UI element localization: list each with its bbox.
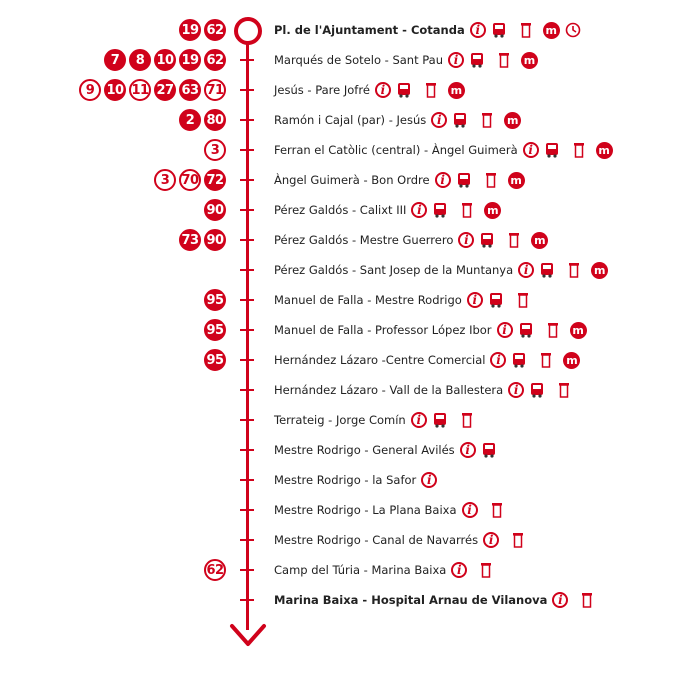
info-icon[interactable]: i	[411, 202, 427, 218]
route-stop	[0, 227, 685, 253]
stop-name[interactable]: Mestre Rodrigo - General Avilés	[274, 443, 455, 457]
line-badge-62[interactable]: 62	[204, 49, 226, 71]
stop-tick	[240, 149, 254, 151]
stop-label-group	[274, 377, 570, 403]
route-stop	[0, 317, 685, 343]
bus-icon	[488, 292, 504, 308]
stop-name[interactable]: Mestre Rodrigo - La Plana Baixa	[274, 503, 457, 517]
stop-lines	[204, 137, 226, 163]
info-icon[interactable]: i	[458, 232, 474, 248]
line-badge-27[interactable]: 27	[154, 79, 176, 101]
route-stop	[0, 47, 685, 73]
metro-icon: m	[521, 52, 538, 69]
route-stop	[0, 527, 685, 553]
kiosk-icon	[512, 532, 524, 548]
bus-icon	[491, 22, 507, 38]
info-icon[interactable]: i	[421, 472, 437, 488]
bus-icon	[511, 352, 527, 368]
stop-tick	[240, 89, 254, 91]
metro-icon: m	[448, 82, 465, 99]
bus-icon	[518, 322, 534, 338]
kiosk-icon	[547, 322, 559, 338]
stop-label-group	[274, 527, 524, 553]
stop-name[interactable]: Ramón i Cajal (par) - Jesús	[274, 113, 427, 127]
kiosk-icon	[491, 502, 503, 518]
bus-icon	[452, 112, 468, 128]
stop-tick	[240, 479, 254, 481]
stop-lines	[204, 287, 226, 313]
line-badge-10[interactable]: 10	[154, 49, 176, 71]
stop-lines	[179, 107, 226, 133]
bus-icon	[456, 172, 472, 188]
stop-label-group	[274, 227, 548, 253]
bus-icon	[396, 82, 412, 98]
route-stop	[0, 137, 685, 163]
info-icon[interactable]: i	[375, 82, 391, 98]
bus-icon	[481, 442, 497, 458]
route-stop	[0, 197, 685, 223]
stop-name[interactable]: Ferran el Catòlic (central) - Àngel Guimerà	[274, 143, 518, 157]
stop-label-group	[274, 17, 581, 43]
stop-tick	[240, 239, 254, 241]
kiosk-icon	[480, 562, 492, 578]
info-icon[interactable]: i	[451, 562, 467, 578]
line-badge-70[interactable]: 70	[179, 169, 201, 191]
bus-icon	[539, 262, 555, 278]
stop-lines	[104, 47, 226, 73]
stop-tick	[240, 269, 254, 271]
route-stop	[0, 107, 685, 133]
bus-icon	[529, 382, 545, 398]
line-badge-7[interactable]: 7	[104, 49, 126, 71]
info-icon[interactable]: i	[460, 442, 476, 458]
bus-icon	[432, 412, 448, 428]
stop-label-group	[274, 77, 465, 103]
route-stop	[0, 287, 685, 313]
kiosk-icon	[517, 292, 529, 308]
route-stop	[0, 587, 685, 613]
line-badge-95[interactable]: 95	[204, 289, 226, 311]
info-icon[interactable]: i	[497, 322, 513, 338]
line-badge-72[interactable]: 72	[204, 169, 226, 191]
kiosk-icon	[581, 592, 593, 608]
line-badge-73[interactable]: 73	[179, 229, 201, 251]
stop-name[interactable]: Hernández Lázaro - Vall de la Ballestera	[274, 383, 504, 397]
stop-name[interactable]: Jesús - Pare Jofré	[274, 83, 370, 97]
route-stop	[0, 17, 685, 43]
stop-label-group	[274, 287, 529, 313]
line-badge-8[interactable]: 8	[129, 49, 151, 71]
stop-tick	[240, 569, 254, 571]
stop-tick	[240, 329, 254, 331]
stop-label-group	[274, 257, 608, 283]
metro-icon: m	[508, 172, 525, 189]
kiosk-icon	[520, 22, 532, 38]
line-badge-10[interactable]: 10	[104, 79, 126, 101]
clock-icon	[565, 22, 581, 38]
kiosk-icon	[461, 202, 473, 218]
route-direction-arrow	[228, 612, 268, 650]
stop-name[interactable]: Pérez Galdós - Calixt III	[274, 203, 407, 217]
info-icon[interactable]: i	[462, 502, 478, 518]
bus-icon	[479, 232, 495, 248]
kiosk-icon	[498, 52, 510, 68]
line-badge-63[interactable]: 63	[179, 79, 201, 101]
info-icon[interactable]: i	[431, 112, 447, 128]
stop-name[interactable]: Pérez Galdós - Mestre Guerrero	[274, 233, 454, 247]
stop-lines	[154, 167, 226, 193]
stop-label-group	[274, 347, 580, 373]
kiosk-icon	[485, 172, 497, 188]
info-icon[interactable]: i	[518, 262, 534, 278]
stop-tick	[240, 539, 254, 541]
line-badge-90[interactable]: 90	[204, 199, 226, 221]
metro-icon: m	[596, 142, 613, 159]
route-stop	[0, 77, 685, 103]
info-icon[interactable]: i	[435, 172, 451, 188]
stop-label-group	[274, 437, 497, 463]
route-stop	[0, 467, 685, 493]
stop-lines	[204, 317, 226, 343]
info-icon[interactable]: i	[467, 292, 483, 308]
line-badge-62[interactable]: 62	[204, 559, 226, 581]
stop-lines	[204, 197, 226, 223]
line-badge-3[interactable]: 3	[204, 139, 226, 161]
stop-label-group	[274, 197, 501, 223]
line-badge-71[interactable]: 71	[204, 79, 226, 101]
kiosk-icon	[558, 382, 570, 398]
line-badge-80[interactable]: 80	[204, 109, 226, 131]
line-badge-11[interactable]: 11	[129, 79, 151, 101]
stop-lines	[204, 347, 226, 373]
info-icon[interactable]: i	[448, 52, 464, 68]
stop-name[interactable]: Marqués de Sotelo - Sant Pau	[274, 53, 444, 67]
metro-icon: m	[484, 202, 501, 219]
stop-name[interactable]: Pérez Galdós - Sant Josep de la Muntanya	[274, 263, 514, 277]
line-badge-9[interactable]: 9	[79, 79, 101, 101]
kiosk-icon	[573, 142, 585, 158]
metro-icon: m	[570, 322, 587, 339]
stop-tick	[240, 299, 254, 301]
line-badge-19[interactable]: 19	[179, 19, 201, 41]
stop-lines	[179, 227, 226, 253]
stop-tick	[240, 209, 254, 211]
bus-icon	[432, 202, 448, 218]
line-badge-2[interactable]: 2	[179, 109, 201, 131]
stop-lines	[179, 17, 226, 43]
stop-label-group	[274, 137, 613, 163]
line-badge-95[interactable]: 95	[204, 319, 226, 341]
stop-name[interactable]: Hernández Lázaro -Centre Comercial	[274, 353, 486, 367]
stop-label-group	[274, 407, 473, 433]
info-icon[interactable]: i	[411, 412, 427, 428]
metro-icon: m	[563, 352, 580, 369]
line-badge-90[interactable]: 90	[204, 229, 226, 251]
stop-tick	[240, 179, 254, 181]
route-stop	[0, 557, 685, 583]
stop-label-group	[274, 47, 538, 73]
stop-name[interactable]: Àngel Guimerà - Bon Ordre	[274, 173, 430, 187]
stop-label-group	[274, 467, 437, 493]
route-stop	[0, 167, 685, 193]
stop-tick	[240, 599, 254, 601]
line-badge-3[interactable]: 3	[154, 169, 176, 191]
stop-name[interactable]: Camp del Túria - Marina Baixa	[274, 563, 447, 577]
stop-name[interactable]: Manuel de Falla - Professor López Ibor	[274, 323, 492, 337]
info-icon[interactable]: i	[470, 22, 486, 38]
stop-name[interactable]: Manuel de Falla - Mestre Rodrigo	[274, 293, 462, 307]
stop-tick	[240, 59, 254, 61]
route-stop	[0, 257, 685, 283]
info-icon[interactable]: i	[508, 382, 524, 398]
metro-icon: m	[504, 112, 521, 129]
stop-tick	[240, 449, 254, 451]
kiosk-icon	[425, 82, 437, 98]
stop-tick	[240, 359, 254, 361]
stop-name[interactable]: Terrateig - Jorge Comín	[274, 413, 406, 427]
stop-name[interactable]: Mestre Rodrigo - la Safor	[274, 473, 417, 487]
stop-name[interactable]: Mestre Rodrigo - Canal de Navarrés	[274, 533, 479, 547]
route-stop	[0, 407, 685, 433]
kiosk-icon	[540, 352, 552, 368]
line-badge-19[interactable]: 19	[179, 49, 201, 71]
stop-lines	[204, 557, 226, 583]
kiosk-icon	[508, 232, 520, 248]
stop-label-group	[274, 587, 593, 613]
kiosk-icon	[568, 262, 580, 278]
info-icon[interactable]: i	[552, 592, 568, 608]
line-badge-95[interactable]: 95	[204, 349, 226, 371]
stop-tick	[240, 509, 254, 511]
stop-label-group	[274, 167, 525, 193]
metro-icon: m	[543, 22, 560, 39]
stop-name[interactable]: Pl. de l'Ajuntament - Cotanda	[274, 23, 465, 37]
info-icon[interactable]: i	[483, 532, 499, 548]
stop-name[interactable]: Marina Baixa - Hospital Arnau de Vilanova	[274, 593, 548, 607]
route-stop	[0, 497, 685, 523]
stop-label-group	[274, 557, 492, 583]
metro-icon: m	[591, 262, 608, 279]
route-stop	[0, 437, 685, 463]
info-icon[interactable]: i	[523, 142, 539, 158]
kiosk-icon	[481, 112, 493, 128]
metro-icon: m	[531, 232, 548, 249]
bus-icon	[544, 142, 560, 158]
route-stop	[0, 377, 685, 403]
stop-label-group	[274, 107, 521, 133]
stop-label-group	[274, 317, 587, 343]
bus-icon	[469, 52, 485, 68]
info-icon[interactable]: i	[490, 352, 506, 368]
stop-label-group	[274, 497, 503, 523]
stop-tick	[240, 119, 254, 121]
kiosk-icon	[461, 412, 473, 428]
route-stop	[0, 347, 685, 373]
stop-lines	[79, 77, 226, 103]
stop-tick	[240, 419, 254, 421]
stop-tick	[240, 389, 254, 391]
line-badge-62[interactable]: 62	[204, 19, 226, 41]
